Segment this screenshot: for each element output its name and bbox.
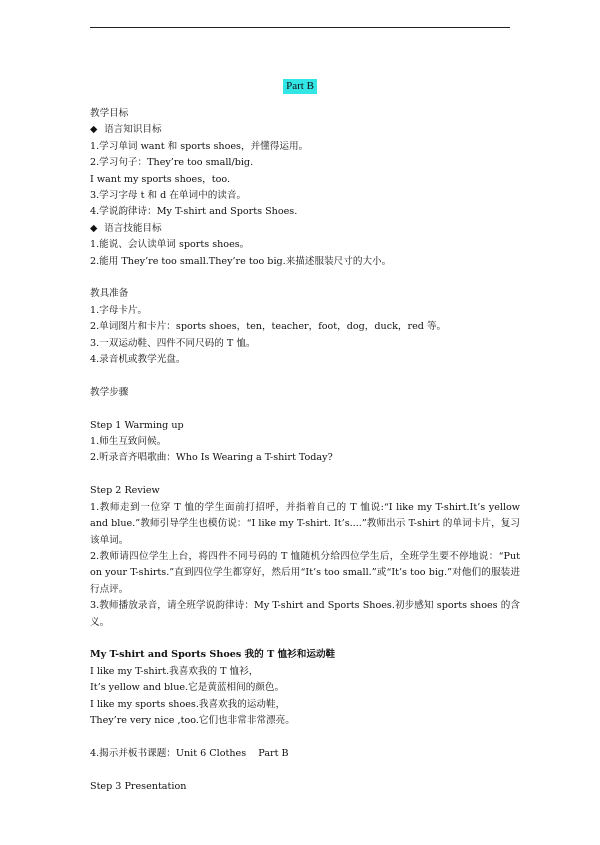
materials-item: 4.录音机或教学光盘。 bbox=[90, 354, 186, 366]
steps-heading: 教学步骤 bbox=[90, 386, 129, 398]
step2-item-4: 4.揭示并板书课题：Unit 6 Clothes Part B bbox=[90, 747, 289, 759]
knowledge-item: 4.学说韵律诗：My T-shirt and Sports Shoes. bbox=[90, 206, 298, 218]
poem-line: I like my sports shoes.我喜欢我的运动鞋， bbox=[90, 698, 286, 710]
goals-heading: 教学目标 bbox=[90, 108, 129, 119]
knowledge-item: 2.学习句子：They’re too small/big. bbox=[90, 157, 254, 169]
step3-heading: Step 3 Presentation bbox=[90, 780, 187, 792]
skill-item: 1.能说、会认读单词 sports shoes。 bbox=[90, 239, 250, 251]
knowledge-item: 1.学习单词 want 和 sports shoes，并懂得运用。 bbox=[90, 140, 309, 152]
step1-heading: Step 1 Warming up bbox=[90, 419, 184, 431]
document-body bbox=[90, 106, 520, 795]
materials-item: 3.一双运动鞋、四件不同尺码的 T 恤。 bbox=[90, 337, 256, 349]
poem-line: They’re very nice ,too.它们也非常非常漂亮。 bbox=[90, 714, 295, 726]
step2-heading: Step 2 Review bbox=[90, 485, 160, 497]
materials-item: 2.单词图片和卡片：sports shoes，ten，teacher，foot，dog，duck，red 等。 bbox=[90, 321, 447, 333]
poem-line: It’s yellow and blue.它是黄蓝相间的颜色。 bbox=[90, 682, 285, 694]
knowledge-item: 3.学习字母 t 和 d 在单词中的读音。 bbox=[90, 190, 247, 202]
poem-line: I like my T-shirt.我喜欢我的 T 恤衫， bbox=[90, 665, 259, 677]
knowledge-goal-heading: ◆ 语言知识目标 bbox=[90, 122, 520, 138]
knowledge-item: I want my sports shoes，too. bbox=[90, 173, 231, 185]
poem-title: My T-shirt and Sports Shoes 我的 T 恤衫和运动鞋 bbox=[90, 649, 336, 661]
title-container bbox=[0, 74, 600, 94]
step2-paragraph: 1.教师走到一位穿 T 恤的学生面前打招呼，并指着自己的 T 恤说:“I like my T-shirt.It’s yellow and blue.”教师引导学生也模仿说：“I like my T-shirt. It’s....”教师出示 T-shirt 的单词卡片，复习该单词。 bbox=[90, 501, 520, 546]
step2-paragraph: 2.教师请四位学生上台，将四件不同号码的 T 恤随机分给四位学生后，全班学生要不停地说：“Put on your T-shirts.”直到四位学生都穿好，然后用“It’s too small.”或“It’s too big.”对他们的服装进行点评。 bbox=[90, 550, 520, 595]
step1-item: 2.听录音齐唱歌曲：Who Is Wearing a T-shirt Today? bbox=[90, 452, 333, 464]
materials-item: 1.字母卡片。 bbox=[90, 304, 148, 316]
skill-item: 2.能用 They’re too small.They’re too big.来描述服装尺寸的大小。 bbox=[90, 255, 392, 267]
diamond-bullet-icon: ◆ bbox=[90, 222, 98, 234]
step2-paragraph: 3.教师播放录音，请全班学说韵律诗：My T-shirt and Sports Shoes.初步感知 sports shoes 的含义。 bbox=[90, 600, 520, 628]
step1-item: 1.师生互致问候。 bbox=[90, 436, 167, 448]
skill-goal-heading: ◆ 语言技能目标 bbox=[90, 221, 520, 237]
diamond-bullet-icon: ◆ bbox=[90, 124, 98, 136]
materials-heading: 教具准备 bbox=[90, 288, 129, 300]
header-rule bbox=[90, 27, 510, 28]
page-title: Part B bbox=[283, 79, 317, 94]
